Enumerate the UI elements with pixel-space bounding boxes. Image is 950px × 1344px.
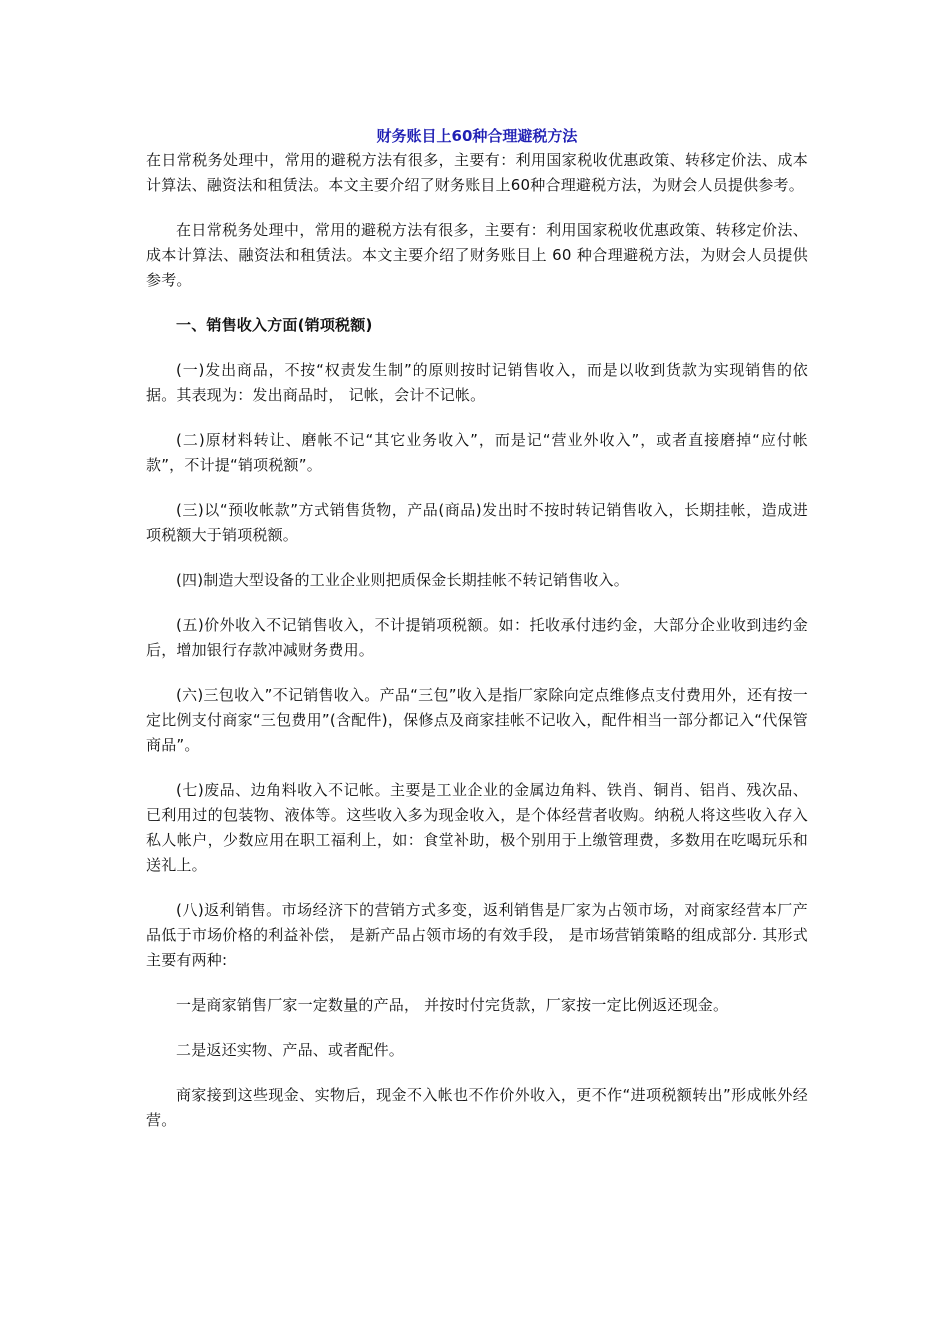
document-page [146, 124, 808, 1133]
body-paragraph: 在日常税务处理中，常用的避税方法有很多，主要有：利用国家税收优惠政策、转移定价法、成本计算法、融资法和租赁法。本文主要介绍了财务账目上 60 种合理避税方法，为财会人员提供参考。 [146, 221, 808, 289]
body-paragraph: (七)废品、边角料收入不记帐。主要是工业企业的金属边角料、铁肖、铜肖、铝肖、残次品、已利用过的包装物、液体等。这些收入多为现金收入，是个体经营者收购。纳税人将这些收入存入私人帐户，少数应用在职工福利上，如：食堂补助，极个别用于上缴管理费，多数用在吃喝玩乐和送礼上。 [146, 781, 808, 874]
body-paragraph: (四)制造大型设备的工业企业则把质保金长期挂帐不转记销售收入。 [176, 571, 629, 589]
body-paragraph: 一是商家销售厂家一定数量的产品， 并按时付完货款，厂家按一定比例返还现金。 [176, 996, 729, 1014]
body-paragraph: (六)三包收入”不记销售收入。产品“三包”收入是指厂家除向定点维修点支付费用外，还有按一定比例支付商家“三包费用”(含配件)，保修点及商家挂帐不记收入，配件相当一部分都记入“代保管商品”。 [146, 686, 808, 754]
document-title: 财务账目上60种合理避税方法 [376, 127, 578, 145]
body-paragraph: (三)以“预收帐款”方式销售货物，产品(商品)发出时不按时转记销售收入，长期挂帐，造成进项税额大于销项税额。 [146, 501, 808, 544]
body-paragraph: (一)发出商品，不按“权责发生制”的原则按时记销售收入，而是以收到货款为实现销售的依据。其表现为：发出商品时， 记帐，会计不记帐。 [146, 361, 808, 404]
body-paragraph: (五)价外收入不记销售收入，不计提销项税额。如：托收承付违约金，大部分企业收到违约金后，增加银行存款冲减财务费用。 [146, 616, 808, 659]
body-paragraph: 二是返还实物、产品、或者配件。 [176, 1041, 405, 1059]
body-paragraph: (二)原材料转让、磨帐不记“其它业务收入”，而是记“营业外收入”，或者直接磨掉“应付帐款”，不计提“销项税额”。 [146, 431, 808, 474]
body-paragraph: (八)返利销售。市场经济下的营销方式多变，返利销售是厂家为占领市场，对商家经营本厂产品低于市场价格的利益补偿， 是新产品占领市场的有效手段， 是市场营销策略的组成部分. 其形式主要有两种: [146, 901, 808, 969]
body-paragraph: 商家接到这些现金、实物后，现金不入帐也不作价外收入，更不作“进项税额转出”形成帐外经营。 [146, 1086, 808, 1129]
section-heading: 一、销售收入方面(销项税额) [176, 316, 373, 334]
intro-paragraph: 在日常税务处理中，常用的避税方法有很多，主要有：利用国家税收优惠政策、转移定价法、成本计算法、融资法和租赁法。本文主要介绍了财务账目上60种合理避税方法，为财会人员提供参考。 [146, 151, 808, 194]
